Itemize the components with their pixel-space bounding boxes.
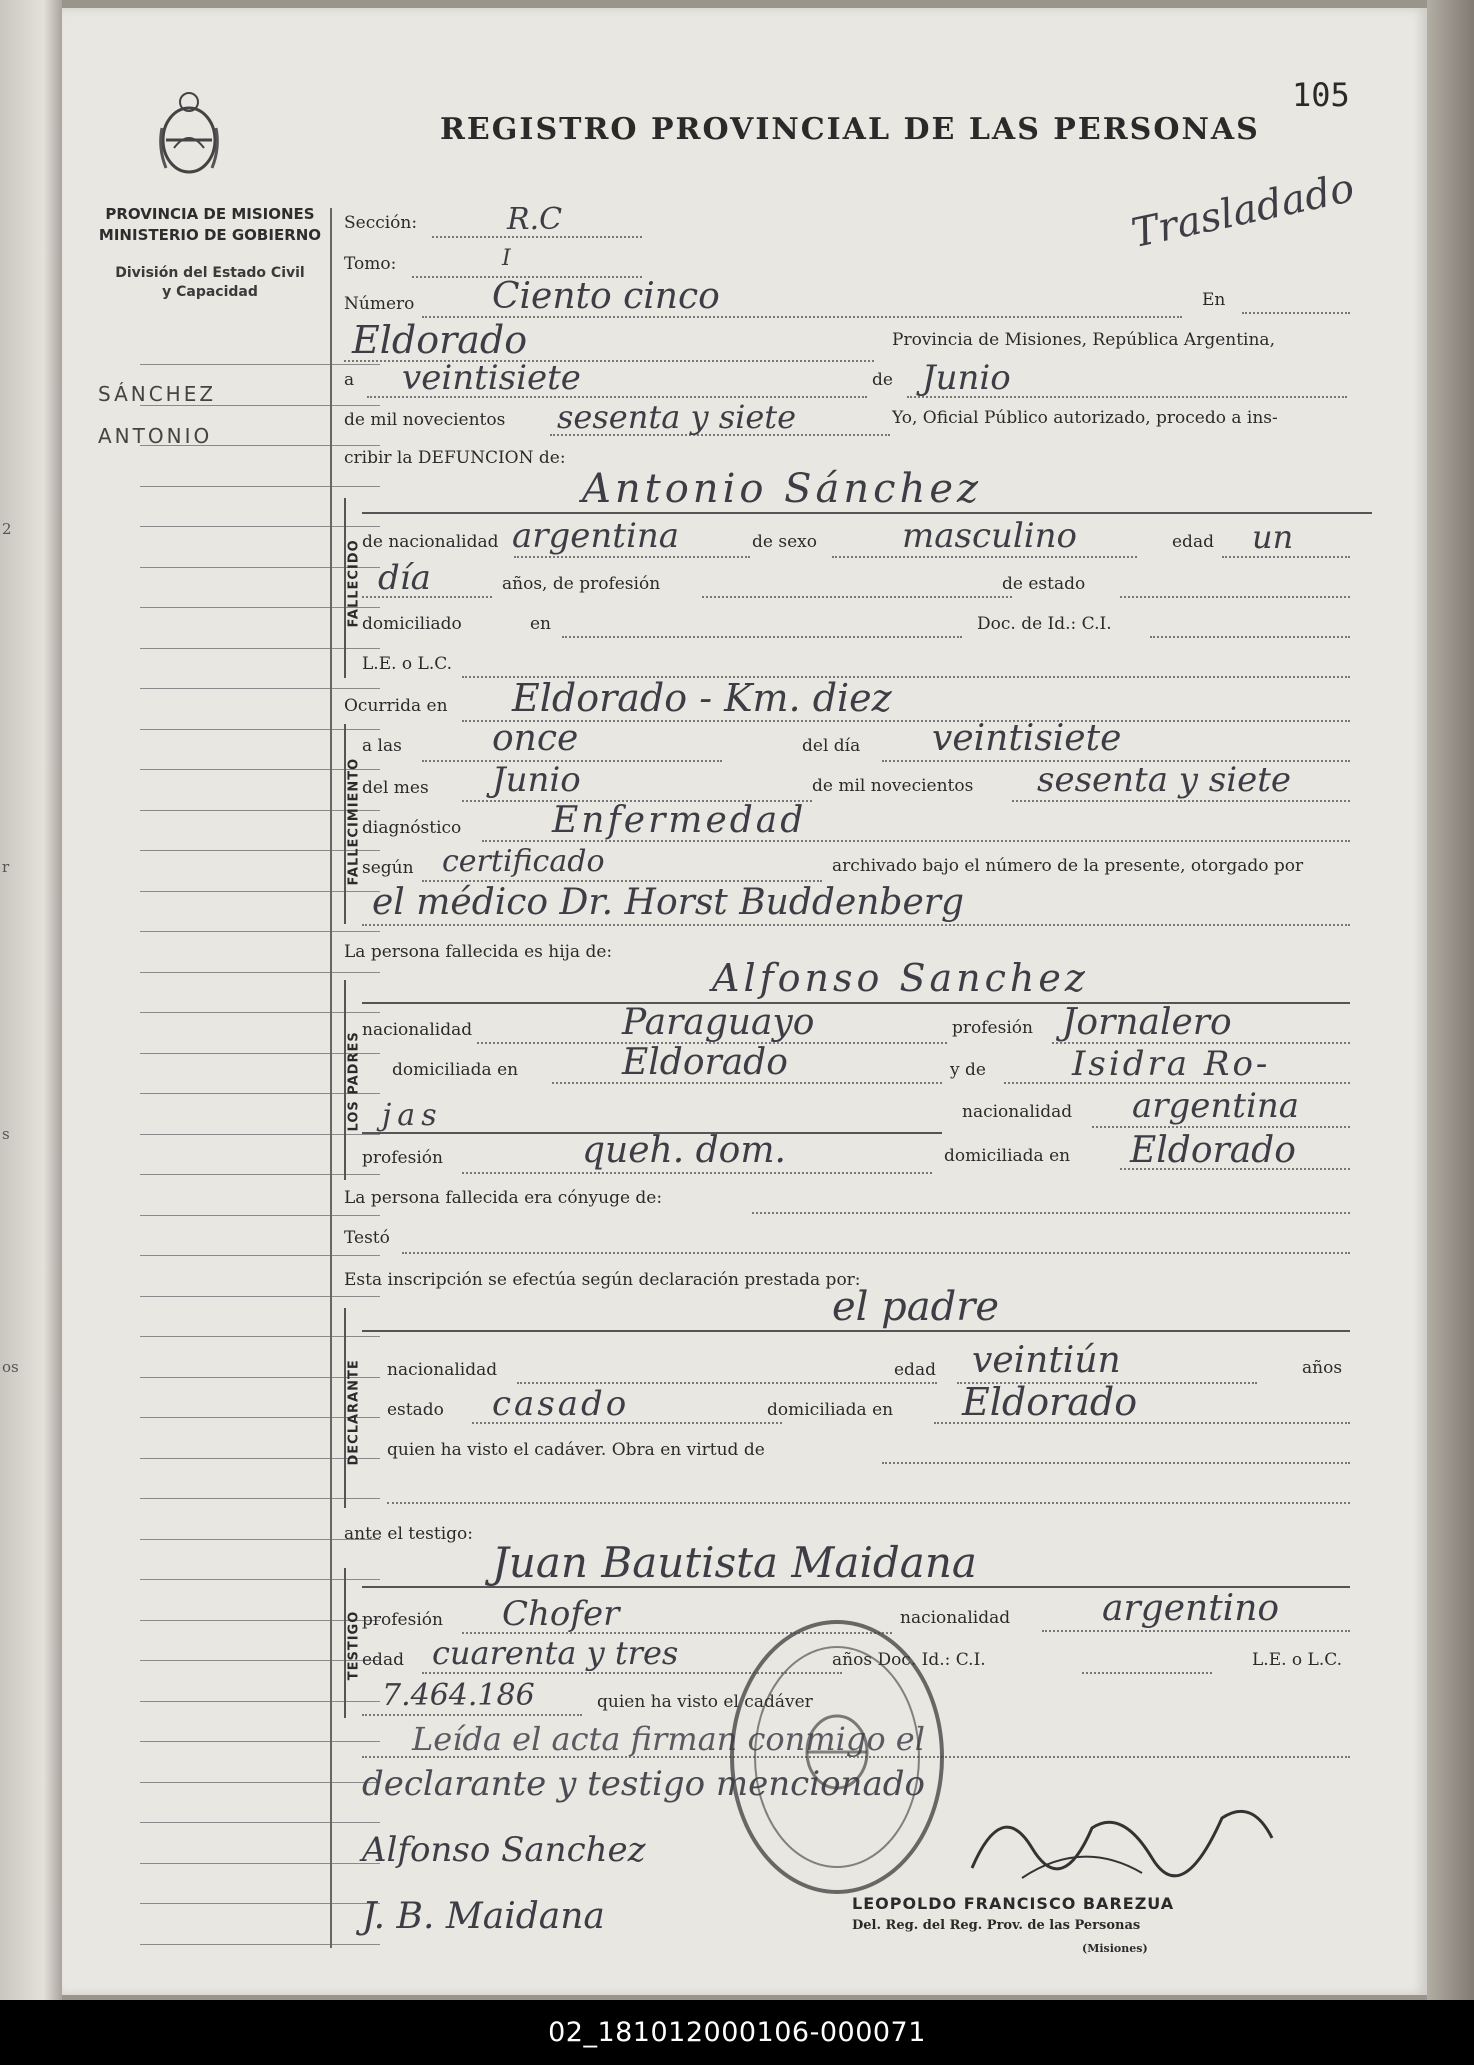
day-value: veintisiete (402, 358, 581, 398)
segun-value: certificado (442, 844, 605, 879)
testigo-docnum-line (362, 1714, 582, 1716)
margin-rule (140, 688, 380, 689)
testo-label: Testó (344, 1228, 390, 1248)
testigo-visto-label: quien ha visto el cadáver (597, 1692, 813, 1712)
closing-line-2: declarante y testigo mencionado (362, 1764, 925, 1804)
declarante-name: el padre (832, 1284, 1000, 1330)
margin-rule (140, 364, 380, 365)
madre-name: Isidra Ro- (1072, 1044, 1271, 1084)
testigo-section-label: TESTIGO (346, 1610, 362, 1681)
numero-label: Número (344, 294, 415, 314)
sexo-value: masculino (902, 516, 1078, 556)
margin-rule (140, 972, 380, 973)
declarante-estado-value: casado (492, 1384, 630, 1424)
madre-nacionalidad-label: nacionalidad (962, 1102, 1073, 1122)
issuer-ministry: MINISTERIO DE GOBIERNO (98, 226, 322, 244)
signature-padre: Alfonso Sanchez (362, 1830, 646, 1870)
edad-value-1: un (1252, 518, 1294, 556)
ocurrida-line (462, 720, 1350, 722)
margin-rule (140, 931, 380, 932)
margin-rule (140, 445, 380, 446)
testigo-nacionalidad-line (1042, 1630, 1350, 1632)
register-page (62, 8, 1427, 1995)
margin-rule (140, 1741, 380, 1742)
filename-caption: 02_181012000106-000071 (0, 2000, 1474, 2065)
madre-domicilio-value: Eldorado (1130, 1130, 1296, 1171)
issuer-province: PROVINCIA DE MISIONES (105, 205, 315, 223)
del-mes-label: del mes (362, 778, 429, 798)
doc-line (1150, 636, 1350, 638)
sexo-line (832, 556, 1137, 558)
margin-rule (140, 1822, 380, 1823)
margin-rule (140, 1782, 380, 1783)
register-title: REGISTRO PROVINCIAL DE LAS PERSONAS (440, 112, 1260, 147)
testigo-le-label: L.E. o L.C. (1252, 1650, 1343, 1670)
testigo-profesion-value: Chofer (502, 1594, 620, 1634)
mes-value: Junio (492, 760, 581, 800)
padre-nacionalidad-label: nacionalidad (362, 1020, 473, 1040)
declarante-domiciliada-label: domiciliada en (767, 1400, 894, 1420)
fallecido-name-line (362, 512, 1372, 514)
testigo-intro: ante el testigo: (344, 1524, 474, 1544)
madre-nacionalidad-value: argentina (1132, 1086, 1300, 1126)
margin-rule (140, 1215, 380, 1216)
testigo-anos-doc-label: años Doc. Id.: C.I. (832, 1650, 986, 1670)
ocurrida-value: Eldorado - Km. diez (512, 676, 892, 720)
official-signature-icon (962, 1788, 1282, 1898)
en-line (1242, 312, 1350, 314)
edad-line (1222, 556, 1350, 558)
margin-name: ANTONIO (98, 424, 213, 448)
estado-label: de estado (1002, 574, 1086, 594)
seccion-label: Sección: (344, 213, 418, 233)
testigo-doc-number: 7.464.186 (382, 1678, 535, 1713)
madre-profesion-line (462, 1172, 932, 1174)
madre-name-cont: jas (382, 1098, 443, 1133)
padre-profesion-value: Jornalero (1062, 1002, 1232, 1043)
page-number: 105 (1292, 76, 1350, 114)
nacionalidad-line (514, 556, 750, 558)
ocurrida-label: Ocurrida en (344, 696, 448, 716)
official-name: LEOPOLDO FRANCISCO BAREZUA (852, 1894, 1175, 1913)
testigo-doc-line (1082, 1672, 1212, 1674)
sexo-label: de sexo (752, 532, 817, 552)
coat-of-arms-icon (154, 88, 224, 180)
del-dia-label: del día (802, 736, 861, 756)
madre-profesion-value: queh. dom. (582, 1130, 786, 1171)
seccion-value: R.C (507, 202, 563, 237)
inscribe-text: cribir la DEFUNCION de: (344, 448, 566, 468)
declarante-name-line (362, 1330, 1350, 1332)
testigo-profesion-label: profesión (362, 1610, 443, 1630)
signature-testigo: J. B. Maidana (362, 1896, 605, 1937)
padre-name: Alfonso Sanchez (712, 956, 1089, 1000)
margin-rule (140, 486, 380, 487)
tomo-value: I (502, 246, 511, 271)
diagnostico-label: diagnóstico (362, 818, 462, 838)
adjacent-page-edge: 2 r s os (0, 0, 62, 2000)
domicilio-label: domiciliado (362, 614, 462, 634)
padre-profesion-label: profesión (952, 1018, 1033, 1038)
margin-rule (140, 1296, 380, 1297)
testo-line (402, 1252, 1350, 1254)
dia-value: veintisiete (932, 718, 1122, 759)
doc-label: Doc. de Id.: C.I. (977, 614, 1112, 634)
margin-separator (330, 208, 332, 1948)
declarante-extra-line (387, 1502, 1350, 1504)
madre-profesion-label: profesión (362, 1148, 443, 1168)
province-text: Provincia de Misiones, República Argentina, (892, 330, 1275, 350)
segun-label: según (362, 858, 414, 878)
padres-section-label: LOS PADRES (346, 1031, 362, 1132)
diagnostico-value: Enfermedad (552, 800, 807, 841)
annotation-trasladado: Trasladado (1127, 165, 1359, 257)
margin-rule (140, 1944, 380, 1945)
hora-value: once (492, 718, 579, 759)
tomo-label: Tomo: (344, 254, 397, 274)
medico-line (362, 924, 1350, 926)
book-spine-edge (1427, 0, 1474, 2000)
margin-rule (140, 1255, 380, 1256)
declarante-intro: Esta inscripción se efectúa según declaración prestada por: (344, 1270, 861, 1290)
issuer-division: División del Estado Civil (115, 265, 305, 281)
nacionalidad-label: de nacionalidad (362, 532, 499, 552)
declarante-section-label: DECLARANTE (346, 1359, 362, 1466)
numero-value: Ciento cinco (492, 276, 720, 317)
margin-rule (140, 405, 380, 406)
fallecido-name: Antonio Sánchez (582, 466, 983, 512)
edad-value-2: día (378, 558, 431, 598)
place-value: Eldorado (352, 318, 528, 362)
official-seal-icon (722, 1612, 952, 1902)
official-place: (Misiones) (1082, 1942, 1148, 1955)
declarante-estado-label: estado (387, 1400, 444, 1420)
margin-rule (140, 1863, 380, 1864)
testigo-nacionalidad-label: nacionalidad (900, 1608, 1011, 1628)
declarante-virtud-line (882, 1462, 1350, 1464)
declarante-edad-value: veintiún (972, 1340, 1121, 1381)
profesion-line (702, 596, 1012, 598)
year-value: sesenta y siete (557, 398, 797, 436)
fallecimiento-year-label: de mil novecientos (812, 776, 974, 796)
margin-surname: SÁNCHEZ (98, 382, 217, 406)
padres-intro: La persona fallecida es hija de: (344, 942, 613, 962)
fallecido-section-label: FALLECIDO (346, 539, 362, 628)
madre-nacionalidad-line (1092, 1126, 1350, 1128)
declarante-anos-label: años (1302, 1358, 1343, 1378)
testigo-edad-label: edad (362, 1650, 404, 1670)
anos-profesion-label: años, de profesión (502, 574, 661, 594)
year-label: de mil novecientos (344, 410, 506, 430)
official-title: Del. Reg. del Reg. Prov. de las Personas (852, 1918, 1141, 1933)
conyuge-label: La persona fallecida era cónyuge de: (344, 1188, 663, 1208)
nacionalidad-value: argentina (512, 516, 680, 556)
issuer-division-2: y Capacidad (162, 284, 258, 300)
y-de-label: y de (950, 1060, 986, 1080)
en-label: En (1202, 290, 1226, 310)
padre-nacionalidad-value: Paraguayo (622, 1002, 815, 1043)
madre-domiciliada-label: domiciliada en (944, 1146, 1071, 1166)
testigo-nacionalidad-value: argentino (1102, 1588, 1280, 1629)
le-label: L.E. o L.C. (362, 654, 453, 674)
padre-domicilio-value: Eldorado (622, 1042, 788, 1083)
month-value: Junio (922, 358, 1011, 398)
testigo-edad-value: cuarenta y tres (432, 1634, 679, 1672)
fallecimiento-section-label: FALLECIMIENTO (346, 757, 362, 886)
closing-line-1: Leída el acta firman conmigo el (412, 1720, 925, 1758)
padre-domiciliada-label: domiciliada en (392, 1060, 519, 1080)
a-label: a (344, 370, 355, 390)
declarante-edad-label: edad (894, 1360, 936, 1380)
domicilio-line (562, 636, 962, 638)
edad-label: edad (1172, 532, 1214, 552)
declarante-visto-label: quien ha visto el cadáver. Obra en virtud de (387, 1440, 765, 1460)
margin-rule (140, 1903, 380, 1904)
declarante-nacionalidad-label: nacionalidad (387, 1360, 498, 1380)
estado-line (1120, 596, 1350, 598)
de-label: de (872, 370, 893, 390)
testigo-name: Juan Bautista Maidana (492, 1538, 977, 1587)
medico-value: el médico Dr. Horst Buddenberg (372, 882, 965, 923)
official-text: Yo, Oficial Público autorizado, procedo a ins- (892, 408, 1278, 428)
domicilio-en-label: en (530, 614, 552, 634)
archivado-text: archivado bajo el número de la presente, otorgado por (832, 856, 1304, 876)
fallecimiento-year-line (1012, 800, 1350, 802)
declarante-domicilio-value: Eldorado (962, 1380, 1138, 1424)
conyuge-line (752, 1212, 1350, 1214)
a-las-label: a las (362, 736, 402, 756)
fallecimiento-year-value: sesenta y siete (1037, 760, 1292, 800)
